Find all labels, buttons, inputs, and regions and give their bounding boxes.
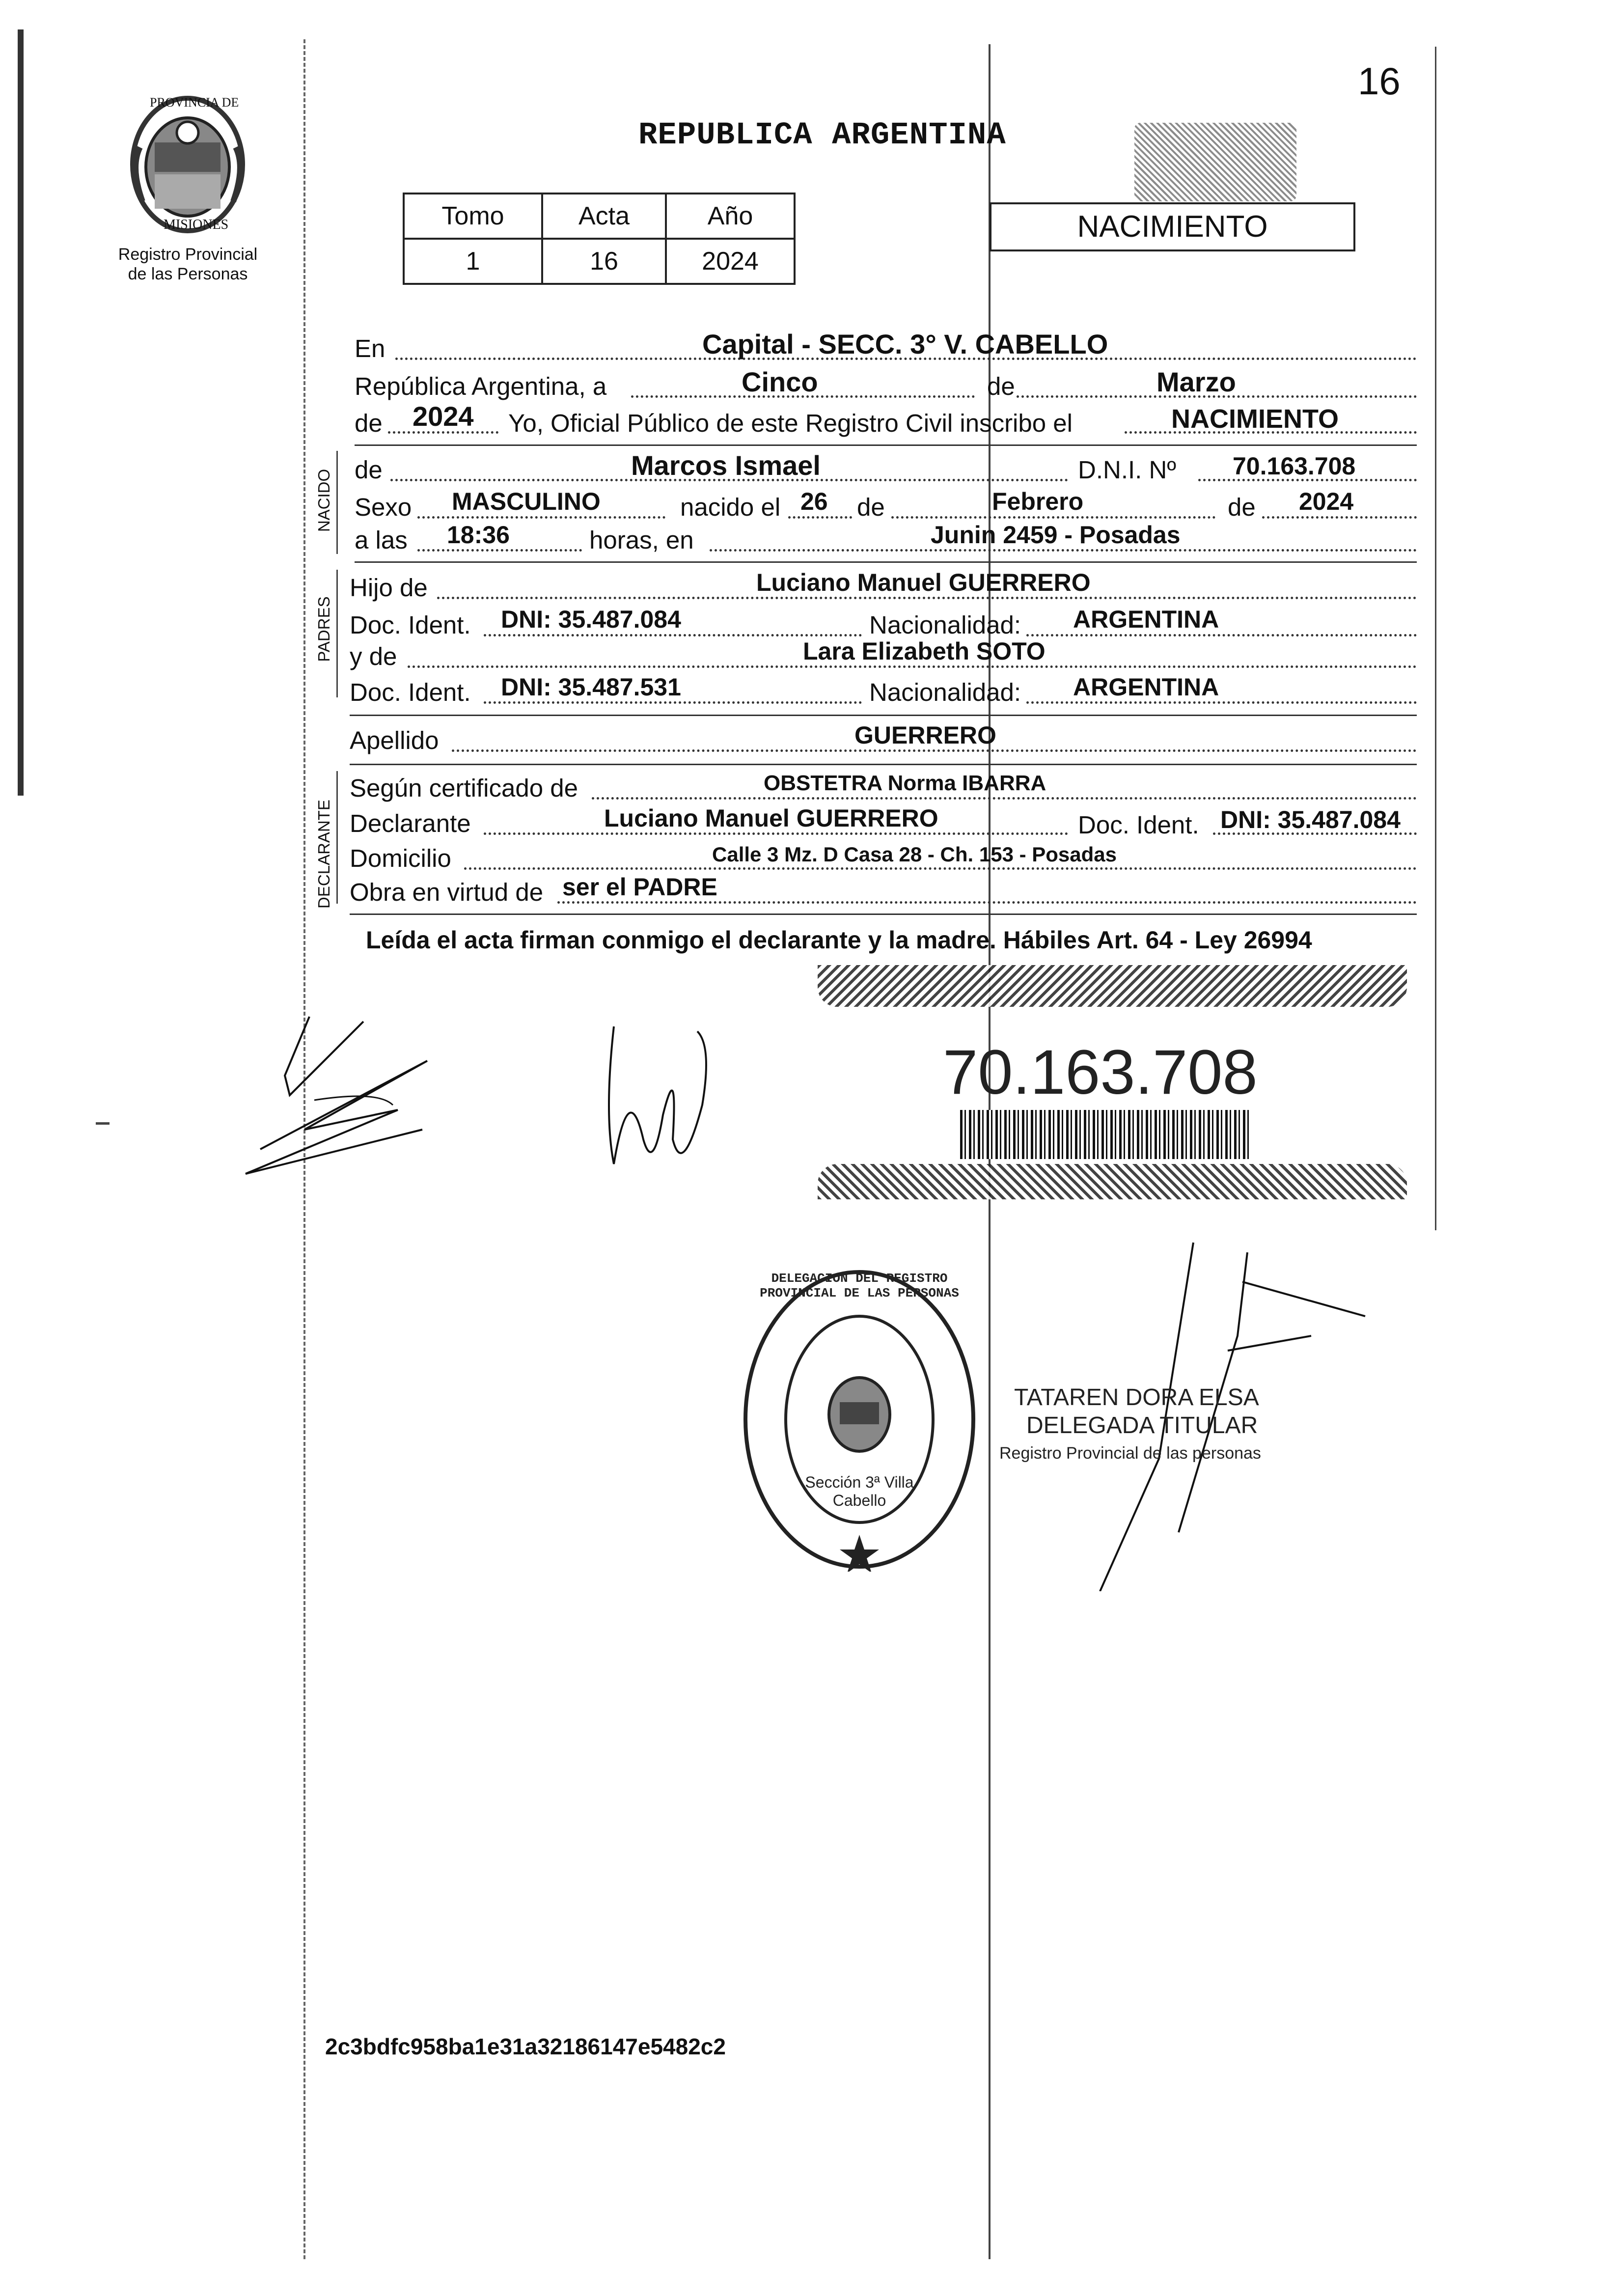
official-title: DELEGADA TITULAR [1026,1412,1258,1439]
label-hijo-de: Hijo de [350,574,428,602]
seal-top-text: PROVINCIA DE [150,95,239,110]
label-de-anio-nac: de [1228,493,1256,521]
value-anio-nac: 2024 [1299,488,1354,515]
label-doc-ident-decl: Doc. Ident. [1078,811,1199,839]
label-en: En [355,334,385,362]
dots-domicilio [464,867,1417,870]
dots-apellido [452,749,1417,752]
label-nacionalidad-1: Nacionalidad: [869,611,1021,639]
value-vinculo: ser el PADRE [562,873,717,901]
rule-1 [355,444,1417,446]
value-dia-letras: Cinco [742,366,818,397]
dots-lugar-nac [710,549,1417,552]
country-title: REPUBLICA ARGENTINA [638,118,1006,153]
label-de-dia: de [857,493,885,521]
label-horas-en: horas, en [589,526,694,554]
signature-declarant [231,982,525,1189]
volume-table [403,193,796,285]
label-segun-certificado: Según certificado de [350,774,578,802]
label-de-anio: de [355,409,383,437]
value-anio: 2024 [413,401,474,432]
rule-4 [350,764,1417,765]
dots-hora [417,549,582,552]
value-apellido: GUERRERO [854,721,996,749]
value-acto: NACIMIENTO [1171,404,1339,434]
value-madre-doc: DNI: 35.487.531 [501,673,681,701]
label-declarante: Declarante [350,809,471,837]
label-doc-ident-1: Doc. Ident. [350,611,471,639]
value-padre-doc: DNI: 35.487.084 [501,606,681,633]
value-padre-nac: ARGENTINA [1073,606,1219,633]
section-label-padres: PADRES [315,596,333,662]
value-nombre: Marcos Ismael [631,450,821,481]
section-label-declarante: DECLARANTE [315,800,333,909]
section-label-nacido: NACIDO [315,469,333,532]
dots-declarante [484,832,1068,835]
label-republica-a: República Argentina, a [355,372,607,400]
label-nacionalidad-2: Nacionalidad: [869,678,1021,706]
registry-name-line2: de las Personas [128,265,248,283]
dots-padre-nac [1026,634,1417,636]
official-name: TATAREN DORA ELSA [1014,1384,1259,1411]
value-mes: Marzo [1156,366,1236,397]
stamp-outer-text: DELEGACION DEL REGISTRO PROVINCIAL DE LAS PERSONAS [760,1271,959,1301]
dots-madre-nac [1026,701,1417,704]
section-bar-padres [336,570,338,697]
table-header-tomo: Tomo [404,194,542,239]
value-sexo: MASCULINO [452,488,601,515]
scan-edge-mark [18,29,24,796]
value-lugar-nac: Junin 2459 - Posadas [931,521,1181,549]
dots-anio-nac [1262,516,1417,519]
dni-label-number: 70.163.708 [943,1037,1258,1107]
value-padre: Luciano Manuel GUERRERO [756,569,1091,596]
dots-dia-nac [788,516,852,519]
label-nacido-el: nacido el [680,493,781,521]
guilloche-band-top [818,965,1407,1007]
value-madre: Lara Elizabeth SOTO [803,637,1046,665]
barcode [960,1110,1250,1159]
closing-text: Leída el acta firman conmigo el declarante y la madre. Hábiles Art. 64 - Ley 26994 [366,926,1312,954]
signature-mother [599,1017,727,1179]
right-border-line [1435,47,1436,1230]
value-dni: 70.163.708 [1233,452,1356,480]
scan-edge-dash [96,1122,110,1125]
value-domicilio: Calle 3 Mz. D Casa 28 - Ch. 153 - Posadas [712,843,1117,866]
seal-bottom-text: MISIONES [164,217,229,232]
page-number: 16 [1358,59,1401,103]
coat-of-arms-logo [120,88,255,236]
dots-vinculo [557,901,1417,904]
registry-name-line1: Registro Provincial [118,245,258,264]
dots-certificado [592,797,1417,800]
security-hologram [1134,123,1296,201]
value-dia-nac: 26 [800,488,828,515]
section-bar-nacido [336,451,338,554]
value-lugar: Capital - SECC. 3° V. CABELLO [702,329,1108,360]
dots-padre [437,597,1417,599]
value-declarante: Luciano Manuel GUERRERO [604,804,938,832]
dots-padre-doc [484,634,862,636]
dots-mes-nac [891,516,1215,519]
value-madre-nac: ARGENTINA [1073,673,1219,701]
official-org: Registro Provincial de las personas [999,1444,1261,1463]
label-y-de: y de [350,642,397,670]
act-type-box [990,202,1355,251]
label-dni-no: D.N.I. Nº [1078,456,1176,484]
label-apellido: Apellido [350,726,439,754]
rule-3 [350,715,1417,716]
label-de-mes: de [987,372,1015,400]
guilloche-band-bottom [818,1164,1407,1199]
table-header-anio: Año [666,194,795,239]
rule-5 [350,913,1417,915]
label-de-nombre: de [355,456,383,484]
stamp-inner-text: Sección 3ª Villa Cabello [805,1473,914,1509]
label-a-las: a las [355,526,408,554]
table-value-tomo: 1 [404,239,542,284]
official-stamp [739,1267,980,1572]
dni-security-label [818,965,1407,1201]
value-certificado: OBSTETRA Norma IBARRA [764,771,1046,795]
table-header-acta: Acta [542,194,666,239]
value-declarante-doc: DNI: 35.487.084 [1220,806,1401,833]
label-obra-en-virtud: Obra en virtud de [350,878,544,906]
dots-madre-doc [484,701,862,704]
document-hash: 2c3bdfc958ba1e31a32186147e5482c2 [325,2034,726,2059]
dots-madre [408,665,1417,668]
value-hora: 18:36 [447,521,510,549]
label-sexo: Sexo [355,493,412,521]
rule-2 [355,561,1417,563]
label-yo-oficial: Yo, Oficial Público de este Registro Civil inscribo el [508,409,1073,437]
label-doc-ident-2: Doc. Ident. [350,678,471,706]
value-mes-nac: Febrero [992,488,1084,515]
act-type-label: NACIMIENTO [1077,210,1268,244]
table-value-acta: 16 [542,239,666,284]
dots-sexo [417,516,665,519]
registry-name [103,245,273,284]
table-value-anio: 2024 [666,239,795,284]
section-bar-declarante [336,771,338,904]
label-domicilio: Domicilio [350,844,451,872]
